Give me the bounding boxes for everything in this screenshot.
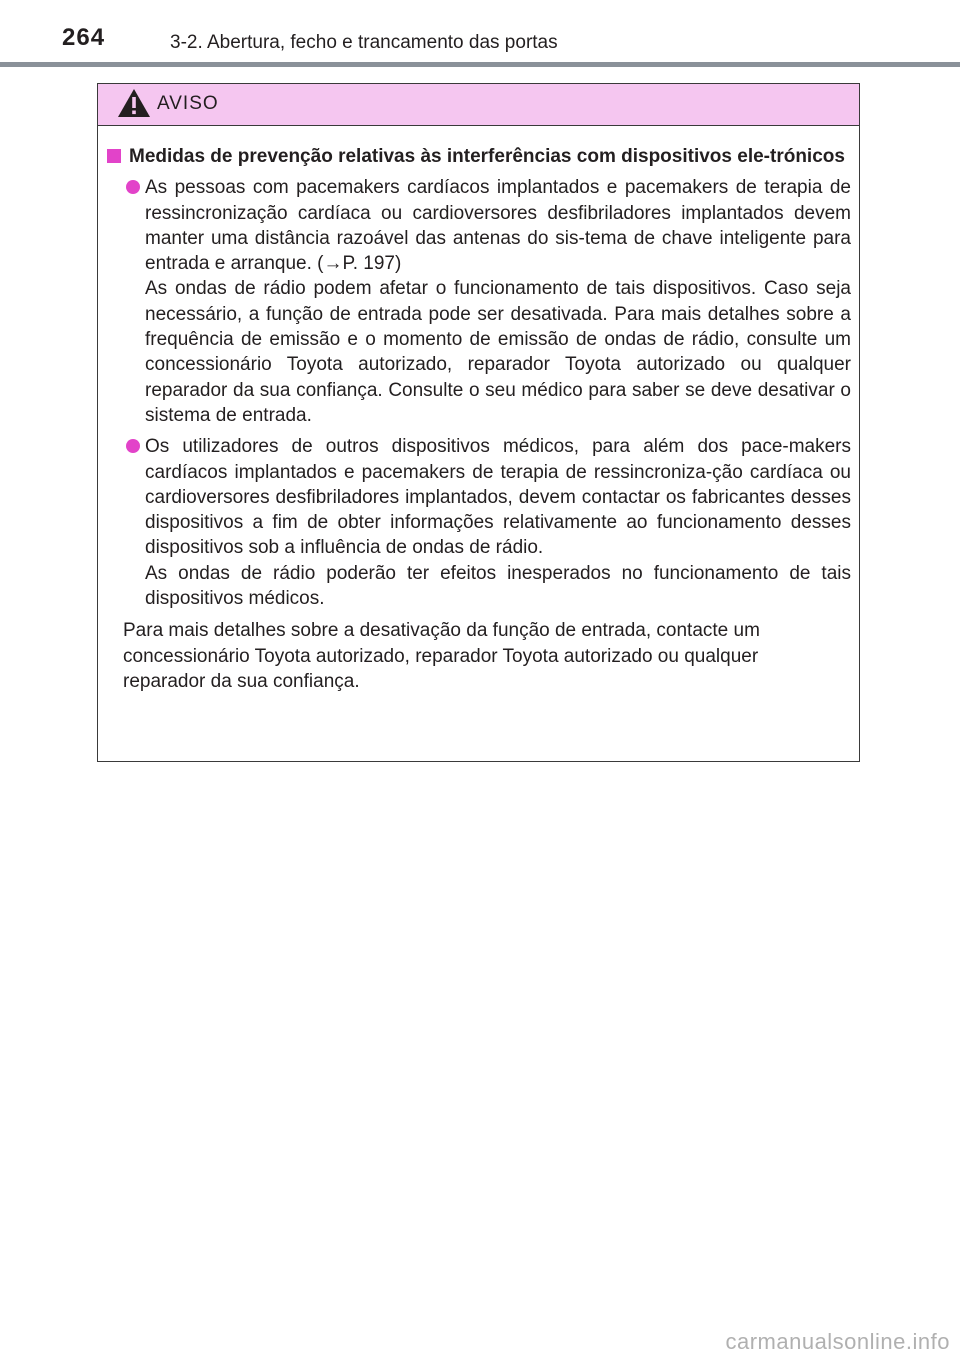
warning-topic	[106, 144, 851, 169]
circle-bullet-icon	[126, 439, 140, 453]
header-rule	[0, 62, 960, 67]
warning-header	[98, 84, 859, 126]
paragraph: As ondas de rádio podem afetar o funcionamento de tais dispositivos. Caso seja necessário, a função de entrada pode ser desativada. Para mais detalhes sobre a frequência de emissão e o momento de emissão de ondas de rádio, consulte um concessionário Toyota autorizado, reparador Toyota autorizado ou qualquer reparador da sua confiança. Consulte o seu médico para saber se deve desativar o sistema de entrada.	[145, 278, 851, 426]
warning-body	[98, 126, 859, 694]
list-item	[106, 434, 851, 611]
warning-triangle-icon	[117, 88, 151, 118]
square-bullet-icon	[107, 149, 121, 163]
warning-label: AVISO	[157, 93, 219, 114]
section-title: 3-2. Abertura, fecho e trancamento das portas	[170, 32, 558, 53]
page-number: 264	[62, 24, 106, 51]
list-item	[106, 175, 851, 428]
paragraph: Os utilizadores de outros dispositivos médicos, para além dos pace-makers cardíacos implantados e pacemakers de terapia de ressincroniza-ção cardíaca ou cardioversores desfibriladores implantados, devem contactar os fabricantes desses dispositivos a fim de obter informações relativamente ao funcionamento desses dispositivos sob a influência de ondas de rádio.	[145, 436, 851, 559]
warning-topic-text: Medidas de prevenção relativas às interferências com dispositivos ele-trónicos	[129, 146, 845, 167]
paragraph: As ondas de rádio poderão ter efeitos inesperados no funcionamento de tais dispositivos médicos.	[145, 562, 851, 610]
warning-box	[97, 83, 860, 762]
warning-note: Para mais detalhes sobre a desativação da função de entrada, contacte um concessionário Toyota autorizado, reparador Toyota autorizado ou qualquer reparador da sua confiança.	[123, 620, 760, 692]
paragraph: As pessoas com pacemakers cardíacos implantados e pacemakers de terapia de ressincronização cardíaca ou cardioversores desfibriladores implantados devem manter uma distância razoável das antenas do sis-tema de chave inteligente para entrada e arranque. (→P. 197)	[145, 177, 851, 275]
page-header	[0, 0, 960, 66]
watermark: carmanualsonline.info	[725, 1329, 950, 1354]
circle-bullet-icon	[126, 180, 140, 194]
